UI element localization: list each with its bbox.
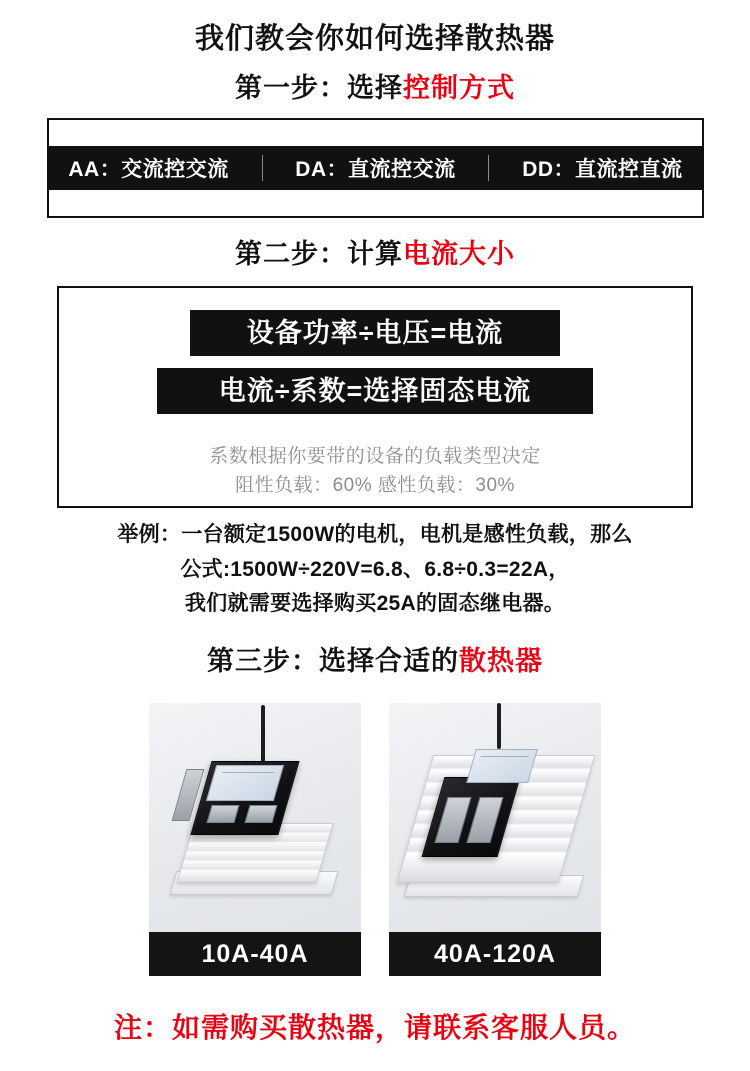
footer-note: 注：如需购买散热器，请联系客服人员。 xyxy=(113,1012,636,1043)
formula-current-divided-by-factor: 电流÷系数=选择固态电流 xyxy=(157,368,593,414)
control-mode-option-dd: DD：直流控直流 xyxy=(522,158,683,181)
product-caption-40a-120a: 40A-120A xyxy=(389,932,601,976)
product-card-10a-40a[interactable] xyxy=(149,703,361,976)
step-2-title-prefix: 第二步：计算 xyxy=(235,239,403,269)
control-mode-box xyxy=(47,118,704,218)
product-caption-10a-40a: 10A-40A xyxy=(149,932,361,976)
example-paragraph xyxy=(0,518,750,622)
step-1-title-prefix: 第一步：选择 xyxy=(235,73,403,103)
example-line-1: 举例：一台额定1500W的电机，电机是感性负载，那么 xyxy=(117,523,633,546)
step-3-title-highlight: 散热器 xyxy=(459,646,543,676)
factor-note-line-1: 系数根据你要带的设备的负载类型决定 xyxy=(209,446,541,467)
formula-power-divided-by-voltage: 设备功率÷电压=电流 xyxy=(190,310,560,356)
relay-label xyxy=(466,749,538,783)
relay-terminal xyxy=(206,805,239,823)
control-mode-option-aa: AA：交流控交流 xyxy=(68,158,229,181)
current-calculation-box xyxy=(57,286,693,508)
example-line-3: 我们就需要选择购买25A的固态继电器。 xyxy=(184,592,566,616)
wire-icon xyxy=(497,703,501,749)
step-2-title xyxy=(0,238,750,272)
relay-label xyxy=(206,765,284,801)
step-2-title-highlight: 电流大小 xyxy=(403,239,515,269)
page-title: 我们教会你如何选择散热器 xyxy=(194,23,555,55)
step-1-title-highlight: 控制方式 xyxy=(403,73,515,103)
bar-separator xyxy=(488,155,489,181)
factor-note-line-2: 阻性负载：60% 感性负载：30% xyxy=(235,475,515,497)
control-mode-option-da: DA：直流控交流 xyxy=(295,158,456,181)
control-mode-bar xyxy=(49,146,702,190)
bar-separator xyxy=(262,155,263,181)
step-3-title xyxy=(0,645,750,679)
product-card-40a-120a[interactable] xyxy=(389,703,601,976)
step-3-title-prefix: 第三步：选择合适的 xyxy=(207,646,459,676)
factor-note-block xyxy=(59,442,691,501)
relay-terminal xyxy=(244,805,277,823)
step-1-title xyxy=(0,72,750,106)
example-line-2: 公式:1500W÷220V=6.8、6.8÷0.3=22A， xyxy=(180,557,570,581)
heatsink-product-gallery xyxy=(0,703,750,976)
wire-icon xyxy=(261,705,265,763)
